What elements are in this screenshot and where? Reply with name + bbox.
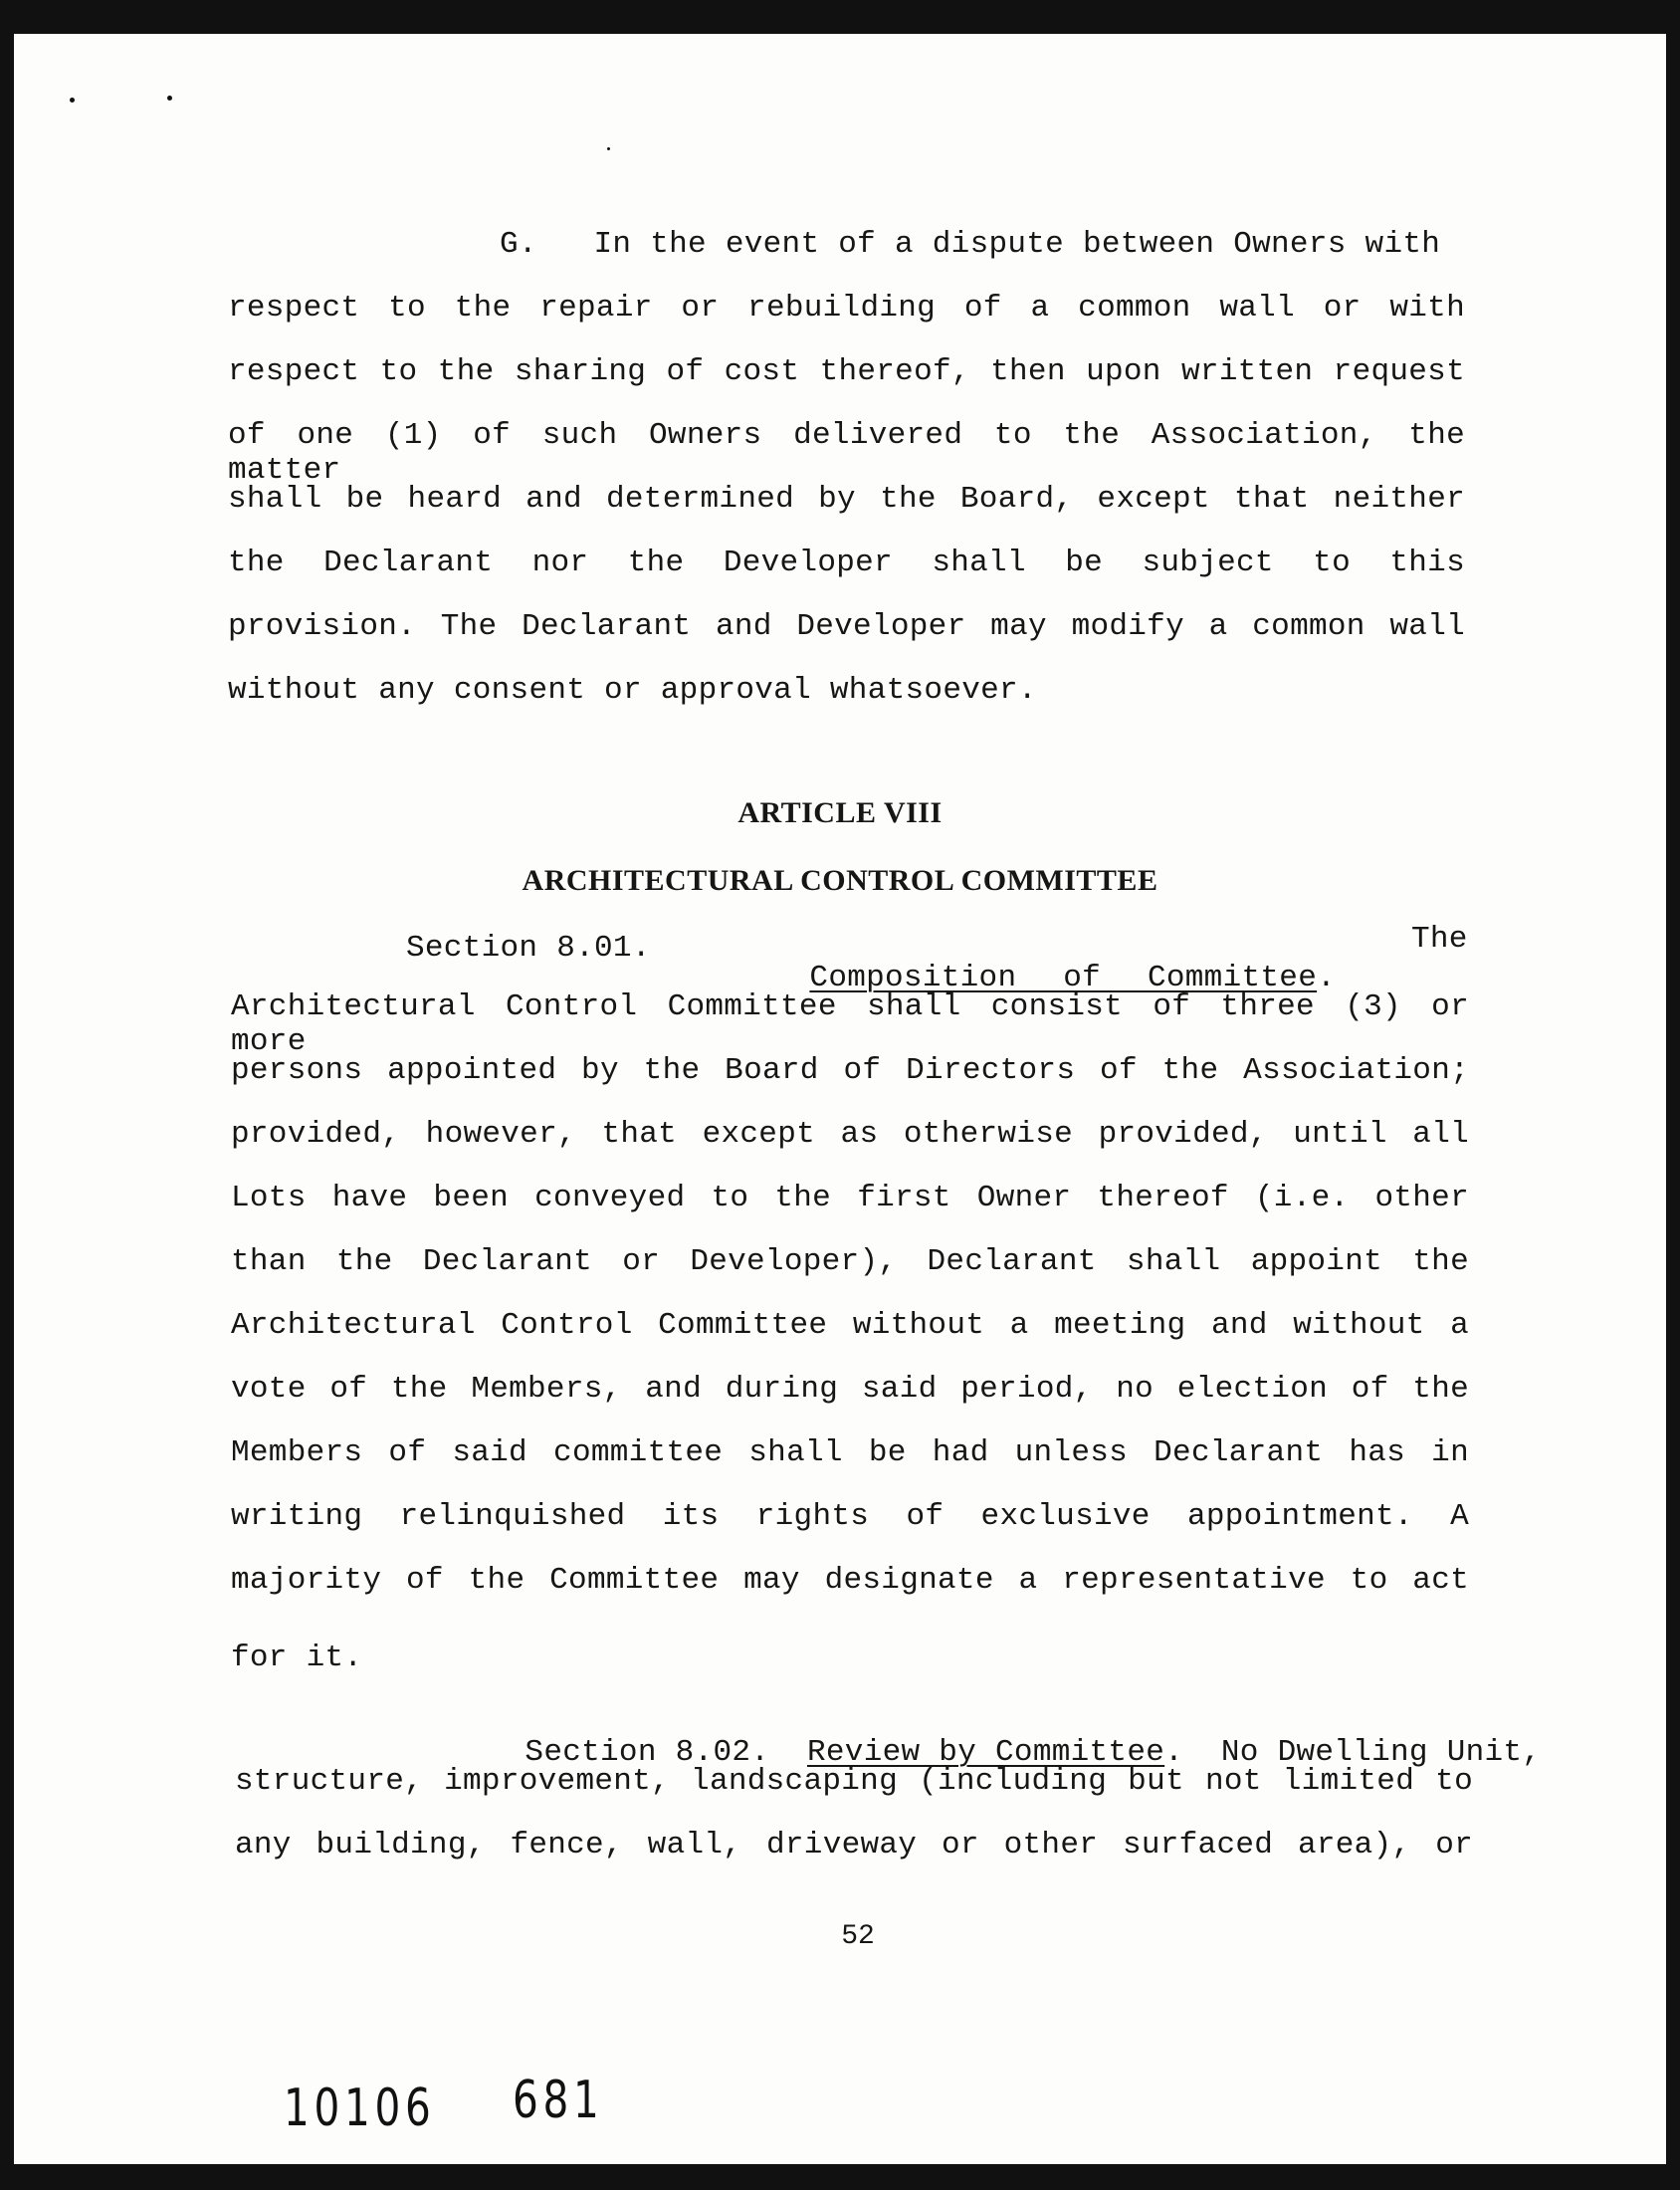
section-8-01-line: than the Declarant or Developer), Declarant shall appoint the [231,1244,1469,1279]
section-8-01-heading-text: Composition of Committee [809,961,1318,995]
section-8-01-line: persons appointed by the Board of Directors of the Association; [231,1053,1469,1088]
section-8-02-first-line-tail: . No Dwelling Unit, [1164,1735,1542,1770]
recording-stamp-book: 10106 [284,2079,436,2138]
section-8-02-line: any building, fence, wall, driveway or other surfaced area), or [235,1828,1473,1862]
scan-speck [167,96,172,101]
paragraph-g-line: shall be heard and determined by the Board, except that neither [228,482,1465,517]
recording-stamp-page: 681 [513,2071,604,2130]
article-title: ARCHITECTURAL CONTROL COMMITTEE [522,864,1158,897]
section-8-01-heading-end: . [1317,961,1337,995]
section-8-01-line: Architectural Control Committee shall consist of three (3) or more [231,989,1469,1059]
section-8-01-label: Section 8.01. [406,931,651,966]
paragraph-g-line: without any consent or approval whatsoever. [228,673,1037,708]
section-8-01-line: provided, however, that except as otherwise provided, until all [231,1117,1469,1152]
section-8-02-label: Section 8.02. [525,1735,770,1770]
scan-speck [70,98,75,103]
section-8-02-line: structure, improvement, landscaping (including but not limited to [235,1764,1473,1799]
section-8-01-first-line-tail: The [1411,922,1468,957]
paragraph-g-line: provision. The Declarant and Developer may modify a common wall [228,609,1465,644]
section-8-01-line: writing relinquished its rights of exclusive appointment. A [231,1499,1469,1534]
paragraph-g-line: respect to the sharing of cost thereof, then upon written request [228,354,1465,389]
section-8-01-line: Members of said committee shall be had unless Declarant has in [231,1435,1469,1470]
paragraph-g-line: respect to the repair or rebuilding of a common wall or with [228,291,1465,326]
section-8-01-line: Architectural Control Committee without a meeting and without a [231,1308,1469,1343]
section-8-01-line: for it. [231,1641,363,1675]
section-8-01-line: vote of the Members, and during said period, no election of the [231,1372,1469,1407]
section-8-01-line: majority of the Committee may designate a representative to act [231,1563,1469,1598]
scan-speck [607,147,610,150]
paragraph-g-line: the Declarant nor the Developer shall be subject to this [228,546,1465,580]
section-8-02-heading: Review by Committee [806,1735,1165,1770]
page-number: 52 [841,1921,875,1952]
paragraph-g-line: G. In the event of a dispute between Owners with [500,227,1441,262]
article-number: ARTICLE VIII [737,796,943,829]
paragraph-g-line: of one (1) of such Owners delivered to the Association, the matter [228,418,1465,488]
section-8-01-line: Lots have been conveyed to the first Owner thereof (i.e. other [231,1181,1469,1215]
scan-speck [254,20,268,28]
